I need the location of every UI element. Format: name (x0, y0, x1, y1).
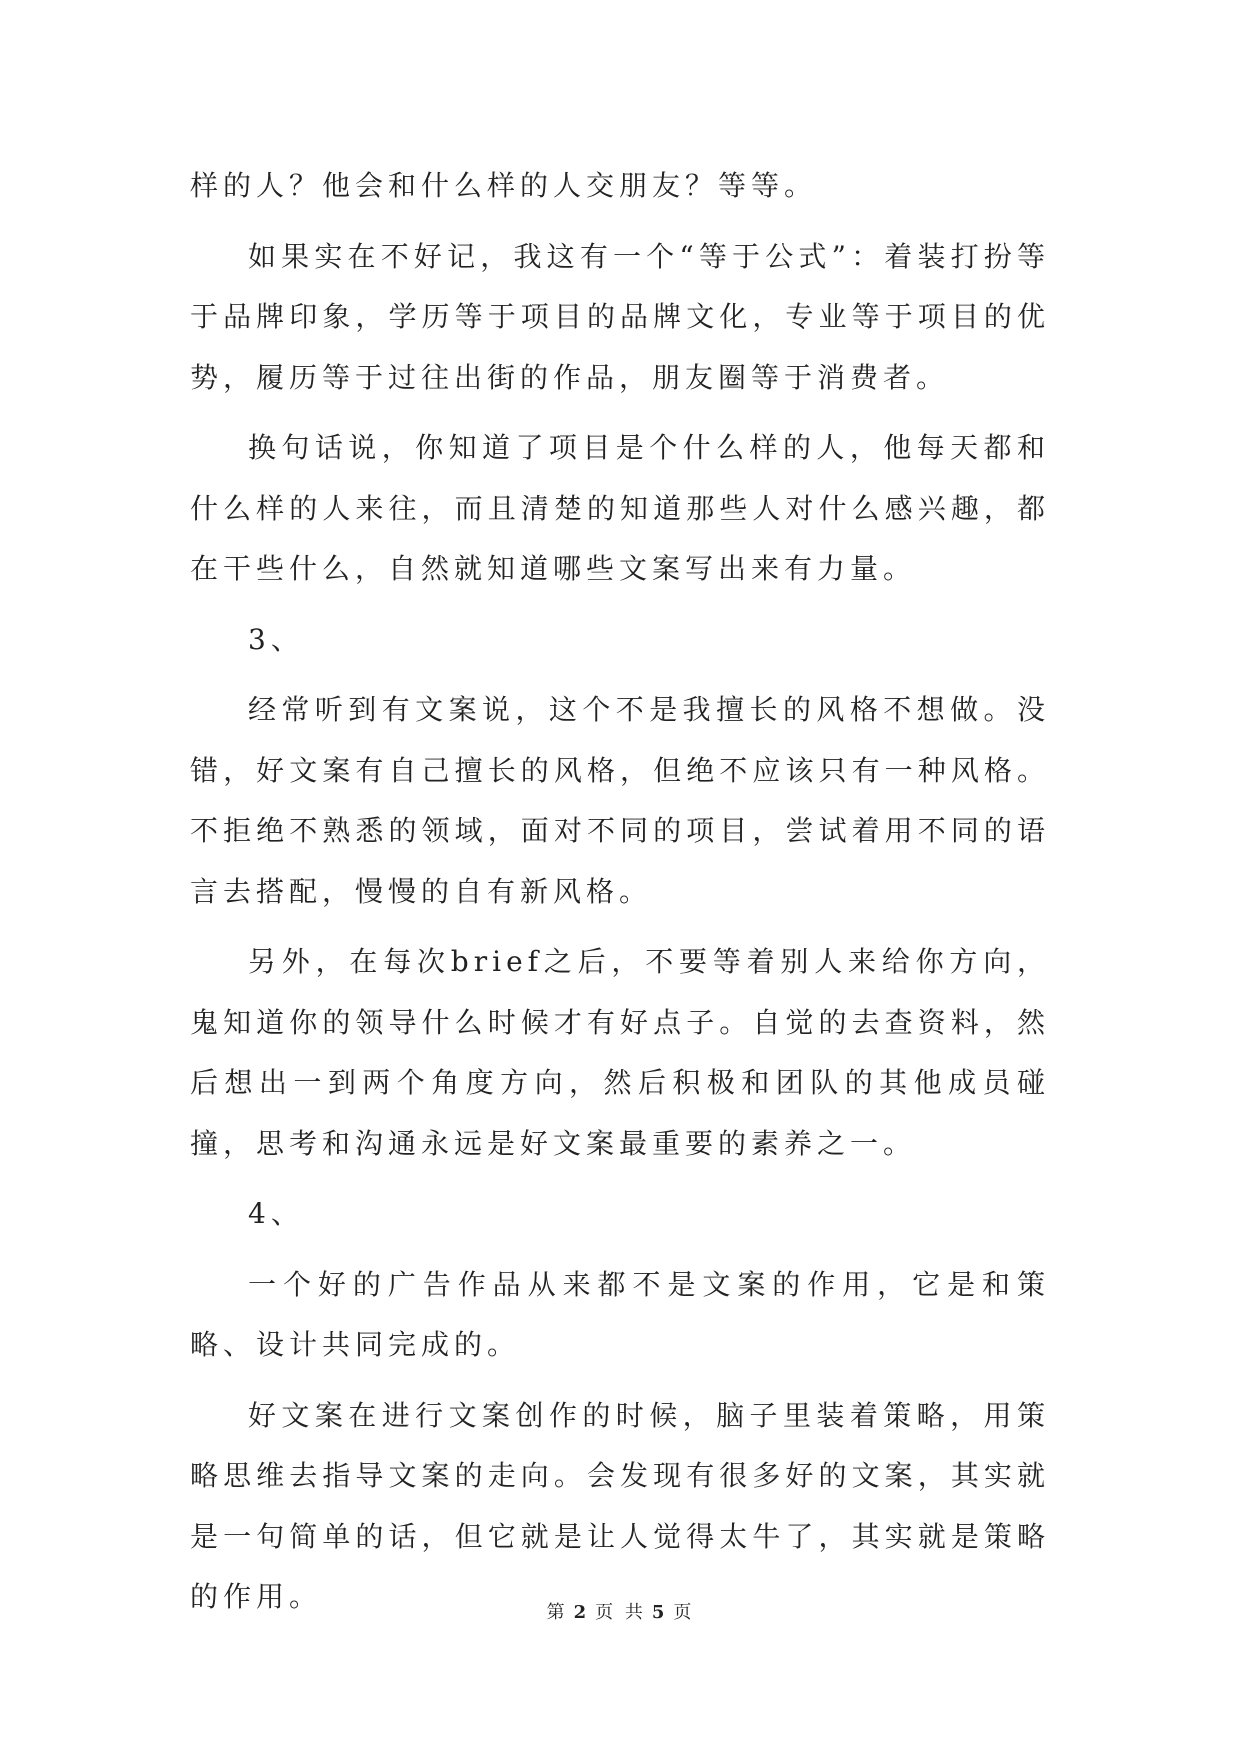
paragraph-equals-formula: 如果实在不好记，我这有一个“等于公式”：着装打扮等于品牌印象，学历等于项目的品牌文化，专业等于项目的优势，履历等于过往出街的作品，朋友圈等于消费者。 (190, 239, 1050, 394)
paragraph-teamwork: 一个好的广告作品从来都不是文案的作用，它是和策略、设计共同完成的。 (190, 1267, 1050, 1361)
paragraph-style: 经常听到有文案说，这个不是我擅长的风格不想做。没错，好文案有自己擅长的风格，但绝不应该只有一种风格。不拒绝不熟悉的领域，面对不同的项目，尝试着用不同的语言去搭配，慢慢的自有新风格。 (190, 693, 1050, 908)
document-body (190, 156, 1050, 1638)
page-footer (0, 1598, 1241, 1624)
footer-suffix: 页 (673, 1602, 695, 1623)
footer-total-pages: 5 (651, 1602, 668, 1623)
section-number-3: 3、 (248, 622, 304, 656)
paragraph-strategy: 好文案在进行文案创作的时候，脑子里装着策略，用策略思维去指导文案的走向。会发现有很多好的文案，其实就是一句简单的话，但它就是让人觉得太牛了，其实就是策略的作用。 (190, 1398, 1050, 1613)
paragraph-continuation: 样的人？他会和什么样的人交朋友？等等。 (190, 169, 818, 202)
footer-prefix: 第 (546, 1602, 568, 1623)
paragraph-brief: 另外，在每次brief之后，不要等着别人来给你方向，鬼知道你的领导什么时候才有好点子。自觉的去查资料，然后想出一到两个角度方向，然后积极和团队的其他成员碰撞，思考和沟通永远是好文案最重要的素养之一。 (190, 945, 1050, 1160)
footer-middle: 页 共 (595, 1602, 646, 1623)
section-number-4: 4、 (248, 1197, 304, 1230)
paragraph-in-other-words: 换句话说，你知道了项目是个什么样的人，他每天都和什么样的人来往，而且清楚的知道那些人对什么感兴趣，都在干些什么，自然就知道哪些文案写出来有力量。 (190, 431, 1050, 585)
footer-current-page: 2 (573, 1602, 590, 1623)
